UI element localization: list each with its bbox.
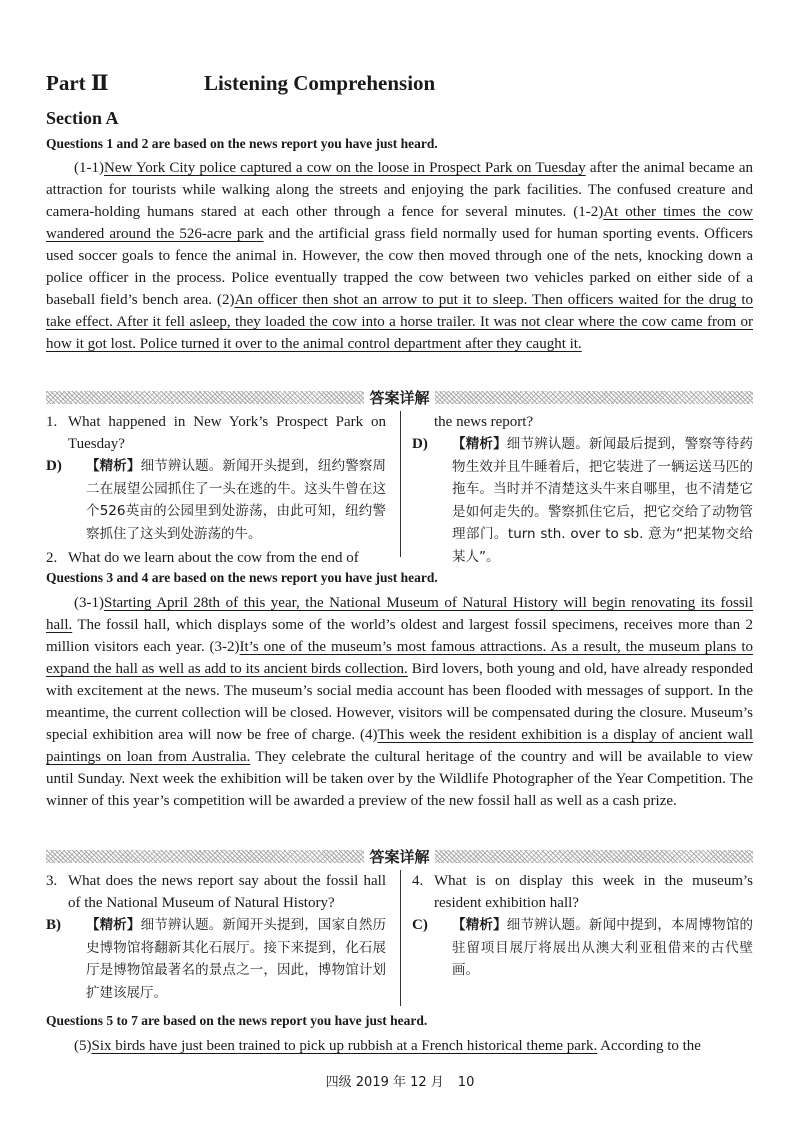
answer-option: D)	[46, 458, 62, 474]
answer-column-left-2	[46, 870, 386, 1004]
question-text: What does the news report say about the fossil hall of the National Museum of Natural History?	[68, 873, 386, 911]
divider-pattern	[435, 391, 753, 404]
news-transcript-2	[46, 592, 753, 812]
transcript-text: According to the	[597, 1038, 701, 1054]
question-number: 3.	[46, 873, 58, 889]
answer-3	[46, 914, 386, 1004]
answer-divider-2	[46, 846, 753, 868]
answer-column-left-1	[46, 411, 386, 569]
part-heading	[46, 70, 435, 96]
analysis-text: 细节辨认题。新闻最后提到，警察等待药物生效并且牛睡着后，把它装进了一辆运送马匹的拖车。当时并不清楚这头牛来自哪里，也不清楚它是如何走失的。警察抓住它后，把它交给了动物管理部门。turn sth. over to sb. 意为“把某物交给某人”。	[452, 436, 754, 565]
question-2	[46, 547, 386, 569]
question-number: 2.	[46, 550, 58, 566]
part-number: Part Ⅱ	[46, 71, 109, 95]
divider-pattern	[46, 850, 364, 863]
transcript-text: after the animal became an attraction for tourists while walking along the streets and enjoying the park facilities. The confused creature and camera-holding humans stared at each other through a fence for several minutes. (1-2)	[46, 160, 753, 220]
answer-column-right-2	[412, 870, 753, 982]
transcript-text: (3-1)	[74, 595, 104, 611]
transcript-text: Bird lovers, both young and old, have already responded with excitement at the news. The museum’s social media account has been flooded with messages of support. In the meantime, the current collection will be closed. However, visitors will be compensated during the closure. Museum’s special exhibition area will now be free of charge. (4)	[46, 661, 753, 743]
news-transcript-1	[46, 157, 753, 355]
divider-pattern	[435, 850, 753, 863]
page-footer	[0, 1071, 800, 1090]
analysis-tag: 【精析】	[86, 917, 141, 933]
question-text: the news report?	[434, 414, 534, 430]
key-sentence: This week the resident exhibition is a display of ancient wall paintings on loan from Australia.	[46, 727, 753, 765]
answer-option: B)	[46, 917, 61, 933]
analysis-text: 细节辨认题。新闻中提到，本周博物馆的驻留项目展厅将展出从澳大利亚租借来的古代壁画。	[452, 917, 754, 978]
question-text: What is on display this week in the museum’s resident exhibition hall?	[434, 873, 753, 911]
divider-pattern	[46, 391, 364, 404]
key-sentence: It’s one of the museum’s most famous attractions. As a result, the museum plans to expand the hall as well as add to its ancient birds collection.	[46, 639, 753, 677]
answer-divider-1	[46, 387, 753, 409]
question-text: What do we learn about the cow from the end of	[68, 550, 359, 566]
answer-2	[412, 433, 753, 568]
transcript-text: The fossil hall, which displays some of the world’s oldest and largest fossil specimens, receives more than 2 million visitors each year. (3-2)	[46, 617, 753, 655]
transcript-text: (1-1)	[74, 160, 104, 176]
analysis-tag: 【精析】	[452, 436, 507, 452]
page-number: 10	[457, 1075, 475, 1090]
key-sentence: New York City police captured a cow on the loose in Prospect Park on Tuesday	[104, 160, 586, 176]
divider-label: 答案详解	[369, 389, 430, 407]
answer-option: C)	[412, 917, 428, 933]
analysis-tag: 【精析】	[452, 917, 507, 933]
question-group-heading-3: Questions 5 to 7 are based on the news report you have just heard.	[46, 1013, 428, 1028]
answer-column-right-1	[412, 411, 753, 568]
news-transcript-3	[46, 1035, 753, 1057]
transcript-text: and the artificial grass field normally used for human sporting events. Officers used soccer goals to fence the animal in. However, the cow then moved through one of the nets, knocking down a police officer in the process. Police eventually trapped the cow between two vehicles parked on either side of a baseball field’s bench area. (2)	[46, 226, 754, 308]
question-number: 1.	[46, 414, 58, 430]
section-title: Section A	[46, 108, 119, 128]
column-divider	[400, 870, 401, 1006]
analysis-tag: 【精析】	[86, 458, 141, 474]
divider-label: 答案详解	[369, 848, 430, 866]
answer-4	[412, 914, 753, 982]
question-number: 4.	[412, 873, 424, 889]
analysis-text: 细节辨认题。新闻开头提到，纽约警察周二在展望公园抓住了一头在逃的牛。这头牛曾在这个526英亩的公园里到处游荡，由此可知，纽约警察抓住了这头到处游荡的牛。	[86, 458, 387, 542]
exam-label: 四级 2019 年 12 月	[325, 1075, 444, 1090]
part-title: Listening Comprehension	[204, 71, 436, 95]
question-text: What happened in New York’s Prospect Park on Tuesday?	[68, 414, 386, 452]
question-group-heading-1: Questions 1 and 2 are based on the news report you have just heard.	[46, 136, 438, 151]
transcript-text: (5)	[74, 1038, 92, 1054]
key-sentence: An officer then shot an arrow to put it to sleep. Then officers waited for the drug to take effect. After it fell asleep, they loaded the cow into a horse trailer. It was not clear where the cow came from or how it got lost. Police turned it over to the animal control department after they caught it.	[46, 292, 753, 352]
key-sentence: Starting April 28th of this year, the National Museum of Natural History will begin renovating its fossil hall.	[46, 595, 753, 633]
question-4	[412, 870, 753, 914]
column-divider	[400, 411, 401, 557]
question-group-heading-2: Questions 3 and 4 are based on the news report you have just heard.	[46, 570, 438, 585]
question-1	[46, 411, 386, 455]
key-sentence: Six birds have just been trained to pick up rubbish at a French historical theme park.	[91, 1038, 598, 1054]
key-sentence: At other times the cow wandered around the 526-acre park	[46, 204, 753, 242]
question-2-continued	[412, 411, 753, 433]
answer-1	[46, 455, 386, 545]
question-3	[46, 870, 386, 914]
answer-option: D)	[412, 436, 428, 452]
transcript-text: They celebrate the cultural heritage of the country and will be available to view until Sunday. Next week the exhibition will be taken over by the Wildlife Photographer of the Year Competition. The winner of this year’s competition will be awarded a preview of the new fossil hall as well as a cash prize.	[46, 749, 754, 809]
analysis-text: 细节辨认题。新闻开头提到，国家自然历史博物馆将翻新其化石展厅。接下来提到，化石展厅是博物馆最著名的景点之一，因此，博物馆计划扩建该展厅。	[86, 917, 387, 1001]
